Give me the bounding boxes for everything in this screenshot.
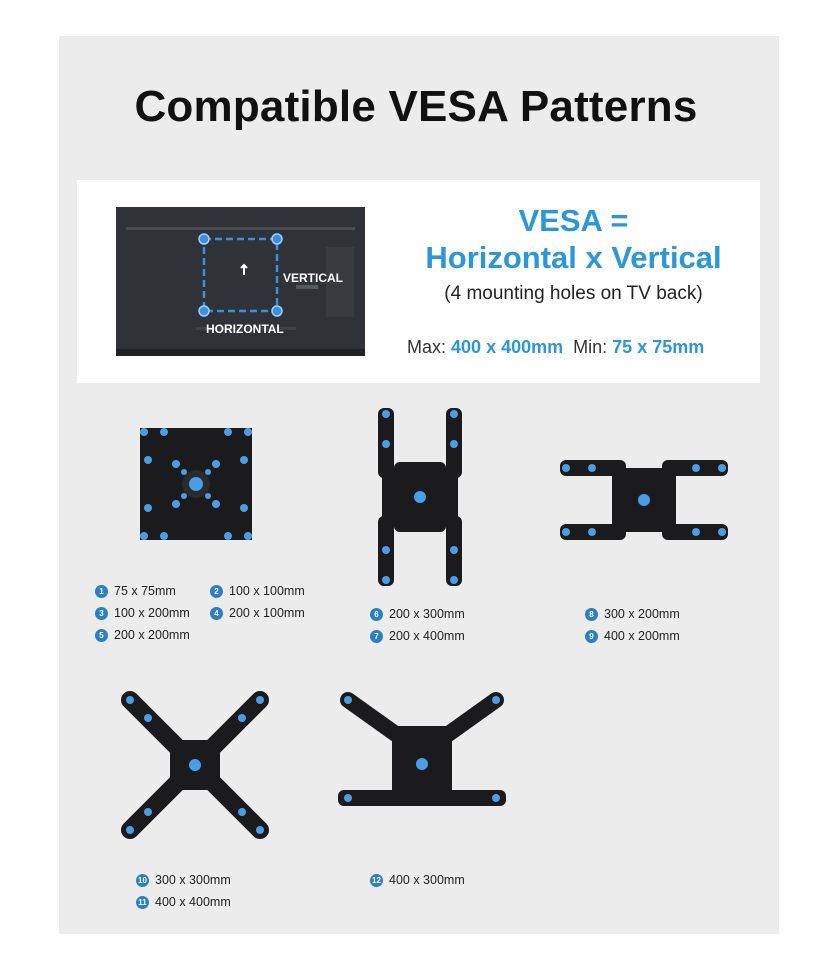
pattern-size: 300 x 300mm	[155, 873, 231, 887]
pattern-size: 300 x 200mm	[604, 607, 680, 621]
mount-horizontal-arms-image	[556, 454, 732, 544]
pattern-label	[370, 629, 465, 643]
pattern-badge: 7	[370, 630, 383, 643]
pattern-size: 400 x 300mm	[389, 873, 465, 887]
pattern-badge: 2	[210, 585, 223, 598]
pattern-label	[95, 606, 190, 620]
pattern-label	[95, 628, 190, 642]
pattern-label	[370, 607, 465, 621]
pattern-size: 200 x 400mm	[389, 629, 465, 643]
pattern-badge: 11	[136, 896, 149, 909]
vesa-subtitle: (4 mounting holes on TV back)	[444, 283, 703, 304]
tv-horizontal-label: HORIZONTAL	[206, 322, 284, 336]
pattern-size: 75 x 75mm	[114, 584, 176, 598]
vesa-equation-line2: Horizontal x Vertical	[425, 240, 722, 275]
pattern-badge: 8	[585, 608, 598, 621]
mount-small-plate-image	[134, 422, 258, 546]
mount-x-arms-image	[118, 688, 272, 842]
pattern-label	[210, 584, 305, 598]
pattern-badge: 4	[210, 607, 223, 620]
pattern-badge: 3	[95, 607, 108, 620]
page-title: Compatible VESA Patterns	[134, 82, 698, 131]
pattern-label	[95, 584, 176, 598]
pattern-badge: 9	[585, 630, 598, 643]
vesa-equation	[387, 202, 760, 276]
vesa-equation-line1: VESA =	[518, 203, 629, 238]
tv-vertical-label: VERTICAL	[283, 271, 343, 285]
pattern-badge: 12	[370, 874, 383, 887]
pattern-label	[585, 607, 680, 621]
mount-vertical-arms-image	[372, 404, 468, 590]
pattern-badge: 10	[136, 874, 149, 887]
tv-back-illustration	[116, 207, 365, 356]
pattern-label	[585, 629, 680, 643]
pattern-label	[136, 895, 231, 909]
pattern-size: 100 x 200mm	[114, 606, 190, 620]
pattern-size: 200 x 100mm	[229, 606, 305, 620]
vesa-info-panel	[77, 180, 760, 383]
pattern-size: 200 x 200mm	[114, 628, 190, 642]
pattern-badge: 1	[95, 585, 108, 598]
pattern-size: 400 x 200mm	[604, 629, 680, 643]
pattern-size: 100 x 100mm	[229, 584, 305, 598]
min-label: Min:	[573, 337, 608, 357]
pattern-size: 400 x 400mm	[155, 895, 231, 909]
min-value: 75 x 75mm	[612, 337, 705, 357]
pattern-badge: 6	[370, 608, 383, 621]
pattern-label	[136, 873, 231, 887]
max-label: Max:	[407, 337, 447, 357]
max-value: 400 x 400mm	[451, 337, 564, 357]
mount-wide-arms-image	[334, 688, 510, 812]
vesa-range	[407, 337, 747, 358]
pattern-badge: 5	[95, 629, 108, 642]
pattern-label	[370, 873, 465, 887]
pattern-label	[210, 606, 305, 620]
pattern-size: 200 x 300mm	[389, 607, 465, 621]
